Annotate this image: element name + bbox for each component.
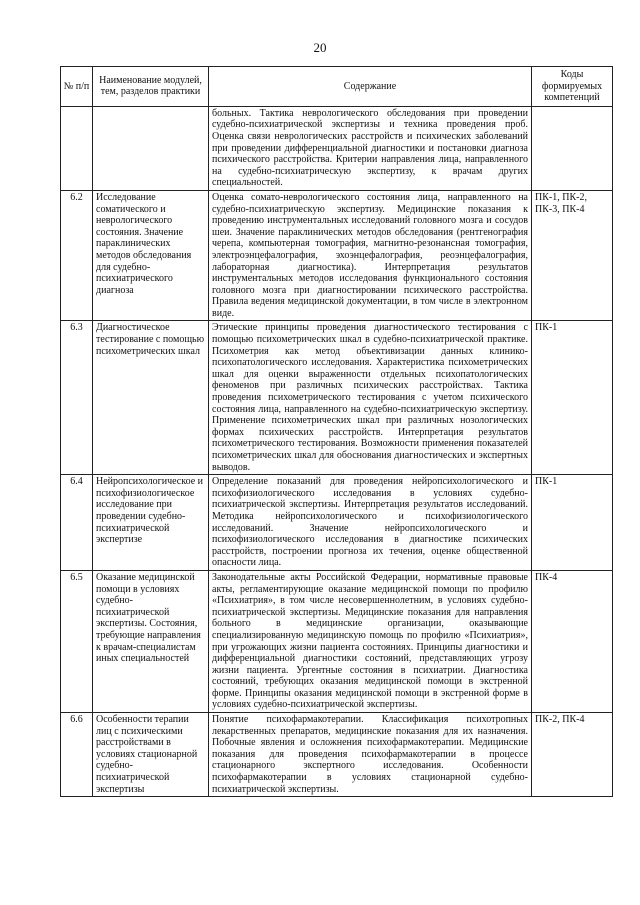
table-row xyxy=(61,713,613,797)
cell-codes: ПК-4 xyxy=(532,570,613,712)
cell-codes: ПК-1, ПК-2, ПК-3, ПК-4 xyxy=(532,190,613,321)
table-row xyxy=(61,321,613,475)
cell-codes: ПК-1 xyxy=(532,475,613,571)
header-num: № п/п xyxy=(61,67,93,107)
cell-name: Диагностическое тестирование с помощью психометрических шкал xyxy=(93,321,209,475)
cell-content: Законодательные акты Российской Федерации, нормативные правовые акты, регламентирующие оказание медицинской помощи по профилю «Психиатрия», в том числе несовершеннолетним, в условиях судебно-психиатрической экспертизы. Медицинские показания для направления больного в медицинские организации, оказывающие специализированную медицинскую помощь по профилю «Психиатрия», при угрожающих жизни пациента состояниях. Принципы диагностики и дифференциальной диагностики состояний, представляющих угрозу жизни пациента. Ургентные состояния в психиатрии. Диагностика состояний, требующих оказания медицинской помощи в экстренной форме. Принципы оказания медицинской помощи в экстренной форме в условиях судебно-психиатрической экспертизы. xyxy=(209,570,532,712)
cell-content: Этические принципы проведения диагностического тестирования с помощью психометрических шкал в судебно-психиатрической практике. Психометрия как метод объективизации данных клинико-психопатологического исследования. Характеристика психометрических шкал для оценки выраженности отдельных психопатологических феноменов при различных психических расстройствах. Тактика проведения психометрического тестирования с учетом психического состояния лица, направленного на судебно-психиатрическую экспертизу. Применение психометрических шкал при различных нозологических формах психических расстройств. Интерпретация результатов психометрического тестирования. Возможности применения показателей психометрических шкал для обоснования диагностических и экспертных выводов. xyxy=(209,321,532,475)
cell-name xyxy=(93,106,209,190)
table-row xyxy=(61,190,613,321)
cell-content: больных. Тактика неврологического обследования при проведении судебно-психиатрической экспертизы и техника проведения проб. Оценка связи неврологических расстройств и психических заболеваний при проведении дифференциальной диагностики и постановки диагноза психического расстройства. Критерии направления лица, направленного на судебно-психиатрическую экспертизу, к врачам других специальностей. xyxy=(209,106,532,190)
cell-content: Понятие психофармакотерапии. Классификация психотропных лекарственных препаратов, медицинские показания для их назначения. Побочные явления и осложнения психофармакотерапии. Медицинские показания для проведения психофармакотерапии в процессе стационарного экспертного исследования. Особенности психофармакотерапии в условиях стационарной судебно-психиатрической экспертизы. xyxy=(209,713,532,797)
cell-name: Исследование соматического и неврологического состояния. Значение параклинических методов обследования для судебно-психиатрического диагноза xyxy=(93,190,209,321)
cell-content: Оценка сомато-неврологического состояния лица, направленного на судебно-психиатрическую экспертизу. Медицинские показания к проведению инструментальных исследований головного мозга и сосудов шеи. Значение параклинических методов обследования (рентгенография черепа, компьютерная томография, магнитно-резонансная томография, электроэнцефалография, эхоэнцефалография, реоэнцефалография, лабораторная диагностика). Интерпретация результатов инструментальных методов исследования функционального состояния головного мозга при диагностировании психического расстройства. Правила ведения медицинской документации, в том числе в электронном виде. xyxy=(209,190,532,321)
page-number: 20 xyxy=(313,40,327,55)
cell-num: 6.6 xyxy=(61,713,93,797)
cell-num: 6.2 xyxy=(61,190,93,321)
header-name: Наименование модулей, тем, разделов практики xyxy=(93,67,209,107)
cell-content: Определение показаний для проведения нейропсихологического и психофизиологического исследования в условиях судебно-психиатрической экспертизы. Интерпретация результатов исследований. Методика нейропсихологического и психофизиологического исследований. Значение нейропсихологического и психофизиологического исследования в диагностике психических расстройств, построении прогноза их течения, оценке общественной опасности лица. xyxy=(209,475,532,571)
cell-num: 6.3 xyxy=(61,321,93,475)
cell-codes: ПК-1 xyxy=(532,321,613,475)
cell-name: Особенности терапии лиц с психическими расстройствами в условиях стационарной судебно-психиатрической экспертизы xyxy=(93,713,209,797)
cell-codes xyxy=(532,106,613,190)
cell-name: Нейропсихологическое и психофизиологическое исследование при проведении судебно-психиатрической экспертизе xyxy=(93,475,209,571)
cell-name: Оказание медицинской помощи в условиях судебно-психиатрической экспертизы. Состояния, требующие направления к врачам-специалистам иных специальностей xyxy=(93,570,209,712)
curriculum-table xyxy=(60,66,613,797)
cell-num: 6.4 xyxy=(61,475,93,571)
table-row xyxy=(61,570,613,712)
header-content: Содержание xyxy=(209,67,532,107)
cell-num: 6.5 xyxy=(61,570,93,712)
table-header-row xyxy=(61,67,613,107)
cell-codes: ПК-2, ПК-4 xyxy=(532,713,613,797)
cell-num xyxy=(61,106,93,190)
table-row xyxy=(61,475,613,571)
table-row-continuation xyxy=(61,106,613,190)
header-codes: Коды формируемых компетенций xyxy=(532,67,613,107)
